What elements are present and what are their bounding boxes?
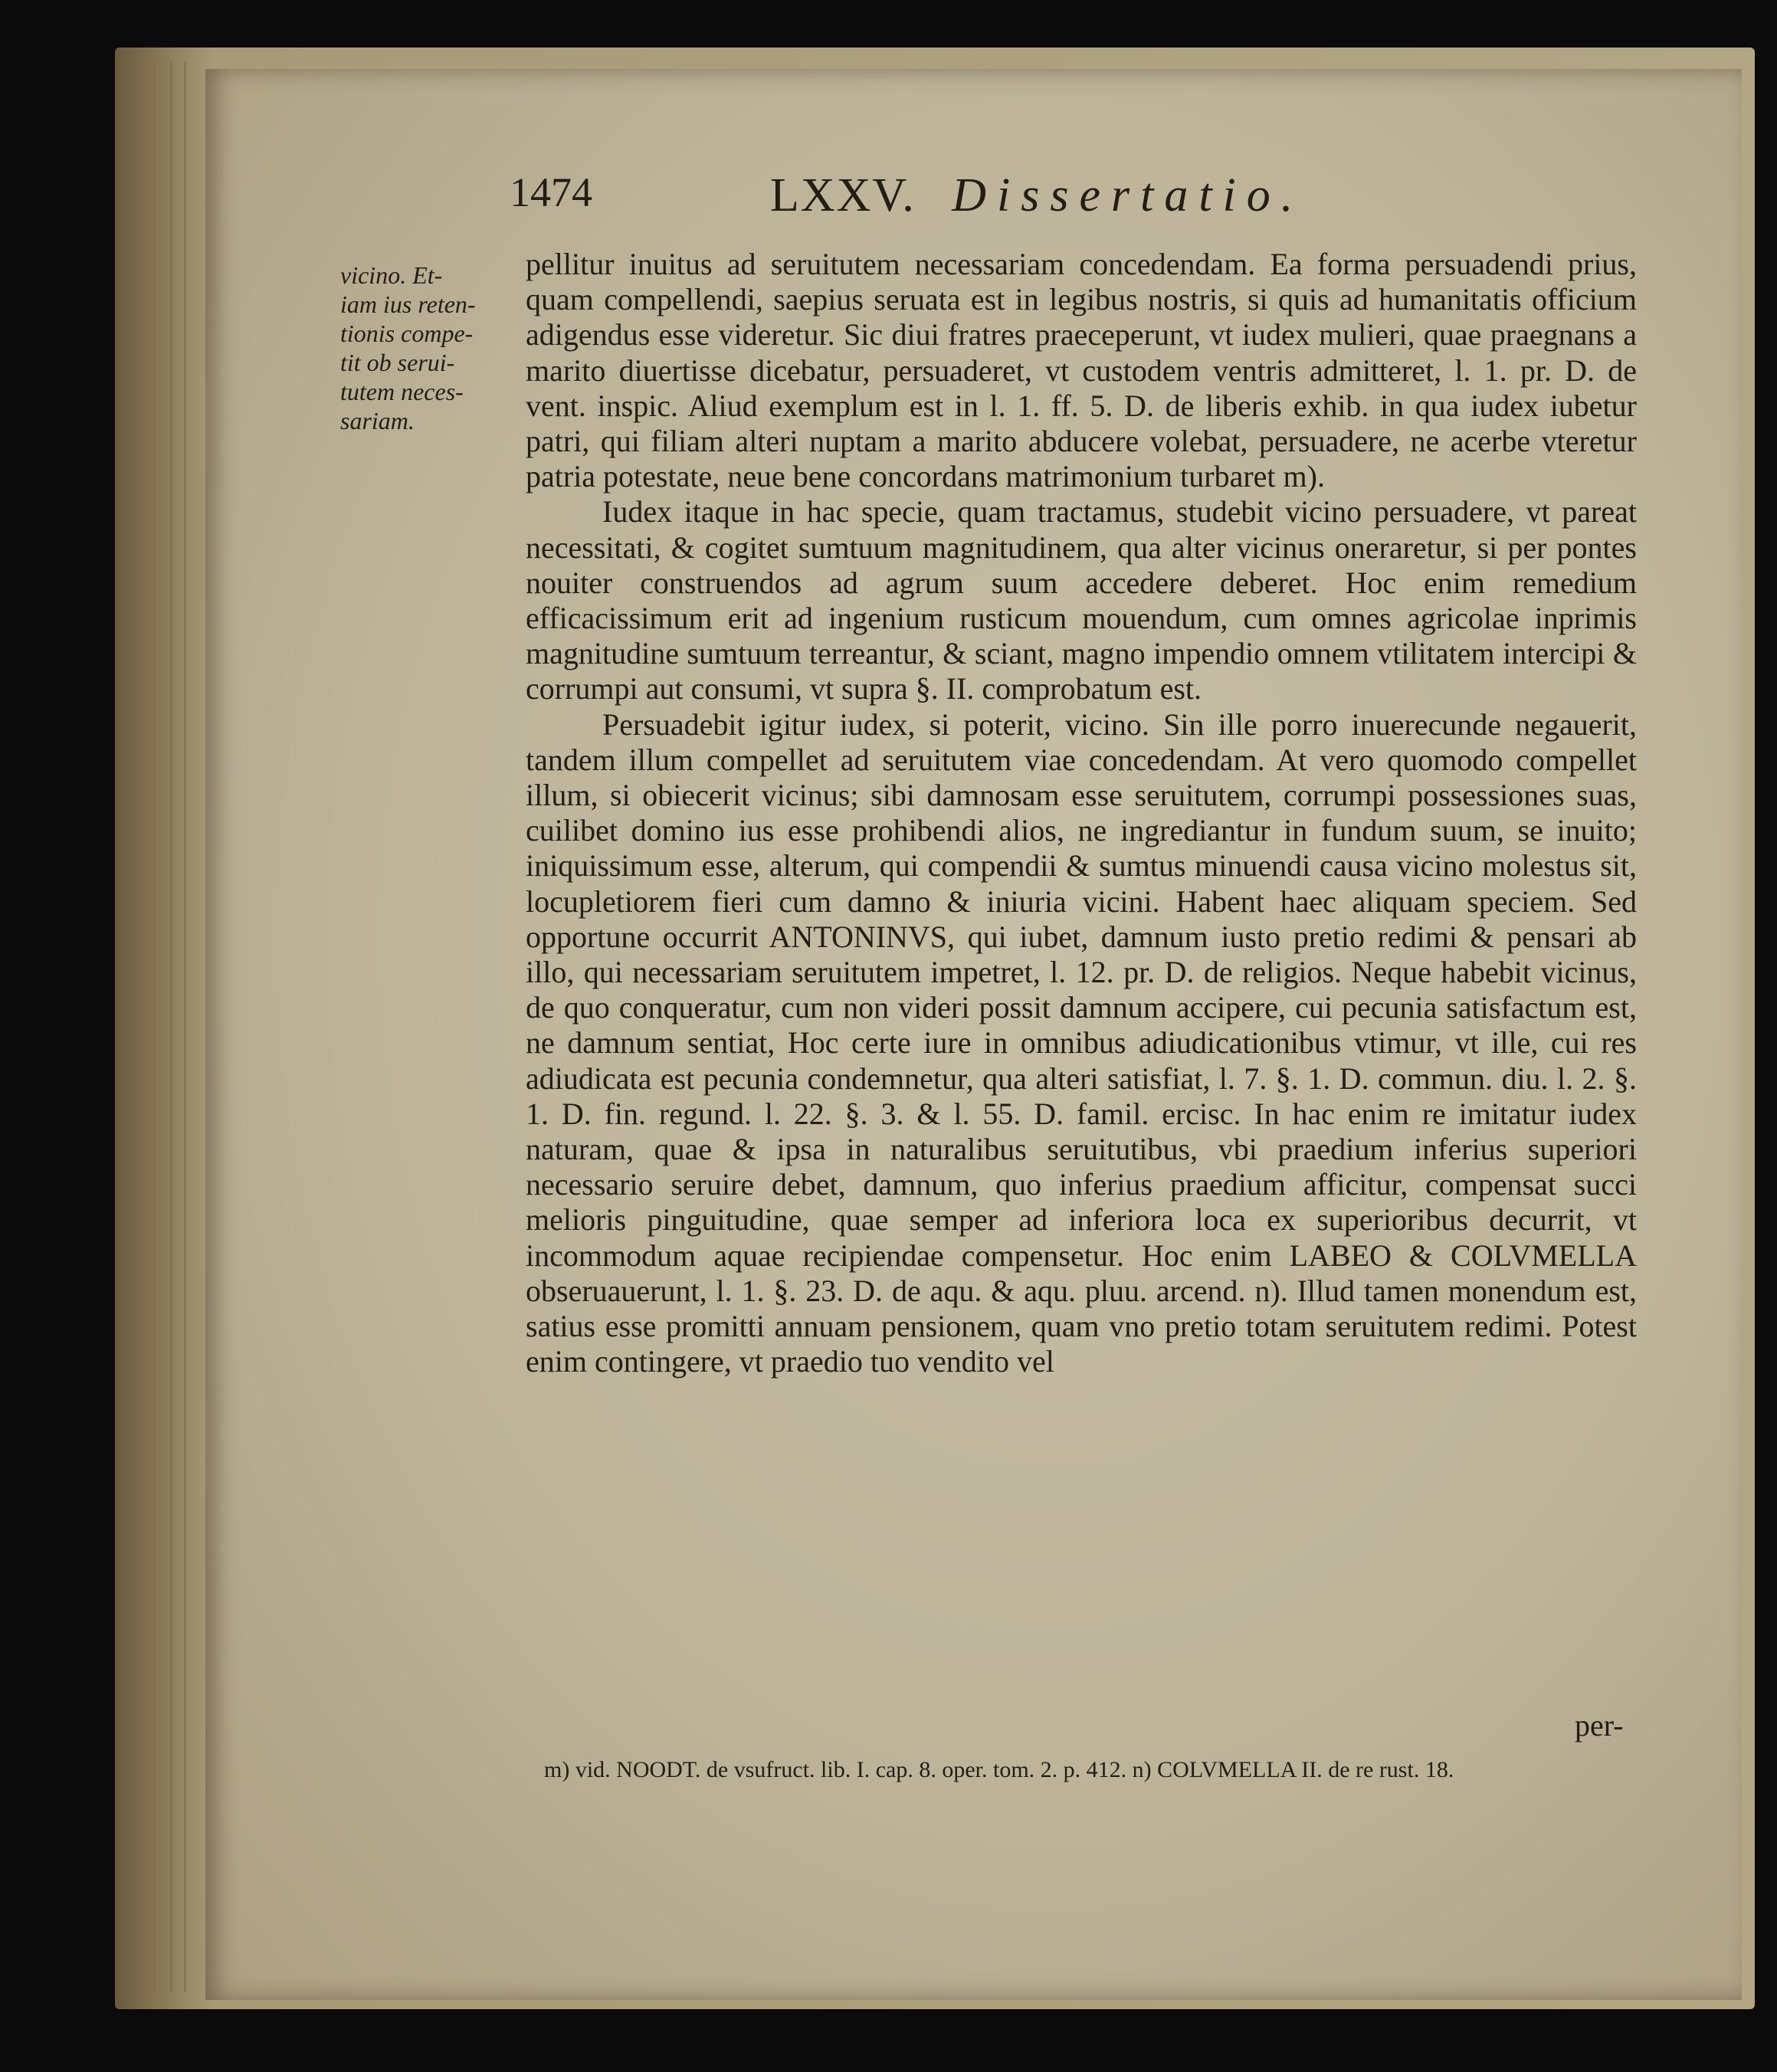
running-head-italic: Dissertatio. — [952, 169, 1304, 221]
catchword: per- — [1575, 1708, 1624, 1743]
body-text — [526, 247, 1637, 1380]
page-header — [510, 169, 1659, 230]
running-head — [770, 169, 1303, 223]
paragraph-2: Iudex itaque in hac specie, quam tractamus, studebit vicino persuadere, vt pareat necessitati, & cogitet sumtuum magnitudinem, qua alter vicinus oneraretur, si per pontes nouiter construendos ad agrum suum accedere deberet. Hoc enim remedium efficacissimum erit ad ingenium rusticum mouendum, cum omnes agricolae inprimis magnitudine sumtuum terreantur, & sciant, magno impendio omnem vtilitatem intercipi & corrumpi aut consumi, vt supra §. II. comprobatum est. — [526, 494, 1637, 707]
paragraph-1: pellitur inuitus ad seruitutem necessariam concedendam. Ea forma persuadendi prius, quam compellendi, saepius seruata est in legibus nostris, si quis ad humanitatis officium adigendus esse videretur. Sic diui fratres praeceperunt, vt iudex mulieri, quae praegnans a marito diuertisse dicebatur, persuaderet, vt custodem ventris admitteret, l. 1. pr. D. de vent. inspic. Aliud exemplum est in l. 1. ff. 5. D. de liberis exhib. in qua iudex iubetur patri, qui filiam alteri nuptam a marito abducere volebat, persuadere, ne acerbe vteretur patria potestate, neue bene concordans matrimonium turbaret m). — [526, 247, 1637, 494]
page-number: 1474 — [510, 169, 592, 215]
marginal-note: vicino. Et- iam ius reten- tionis compe- tit ob serui- tutem neces- sariam. — [340, 261, 476, 434]
running-head-roman: LXXV. — [770, 169, 916, 221]
footnotes: m) vid. NOODT. de vsufruct. lib. I. cap. 8. oper. tom. 2. p. 412. n) COLVMELLA II. de re rust. 18. — [544, 1757, 1454, 1782]
paragraph-3: Persuadebit igitur iudex, si poterit, vicino. Sin ille porro inuerecunde negauerit, tandem illum compellet ad seruitutem viae concedendam. At vero quomodo compellet illum, si obiecerit vicinus; sibi damnosam esse seruitutem, corrumpi possessiones suas, cuilibet domino ius esse prohibendi alios, ne ingrediantur in fundum suum, se inuito; iniquissimum esse, alterum, qui compendii & sumtus minuendi causa vicino molestus sit, locupletiorem fieri cum damno & iniuria vicini. Habent haec aliquam speciem. Sed opportune occurrit ANTONINVS, qui iubet, damnum iusto pretio redimi & pensari ab illo, qui necessariam seruitutem impetret, l. 12. pr. D. de religios. Neque habebit vicinus, de quo conqueratur, cum non videri possit damnum accipere, cui pecunia satisfactum est, ne damnum sentiat, Hoc certe iure in omnibus adiudicationibus vtimur, vt ille, cui res adiudicata est pecunia condemnetur, qua alteri satisfiat, l. 7. §. 1. D. commun. diu. l. 2. §. 1. D. fin. regund. l. 22. §. 3. & l. 55. D. famil. ercisc. In hac enim re imitatur iudex naturam, quae & ipsa in naturalibus seruitutibus, vbi praedium inferius superiori necessario seruire debet, damnum, quo inferius praedium afficitur, compensat succi melioris pinguitudine, quae semper ad inferiora loca ex superioribus decurrit, vt incommodum aquae recipiendae compensetur. Hoc enim LABEO & COLVMELLA obseruauerunt, l. 1. §. 23. D. de aqu. & aqu. pluu. arcend. n). Illud tamen monendum est, satius esse promitti annuam pensionem, quam vno pretio totam seruitutem redimi. Potest enim contingere, vt praedio tuo vendito vel — [526, 707, 1637, 1379]
